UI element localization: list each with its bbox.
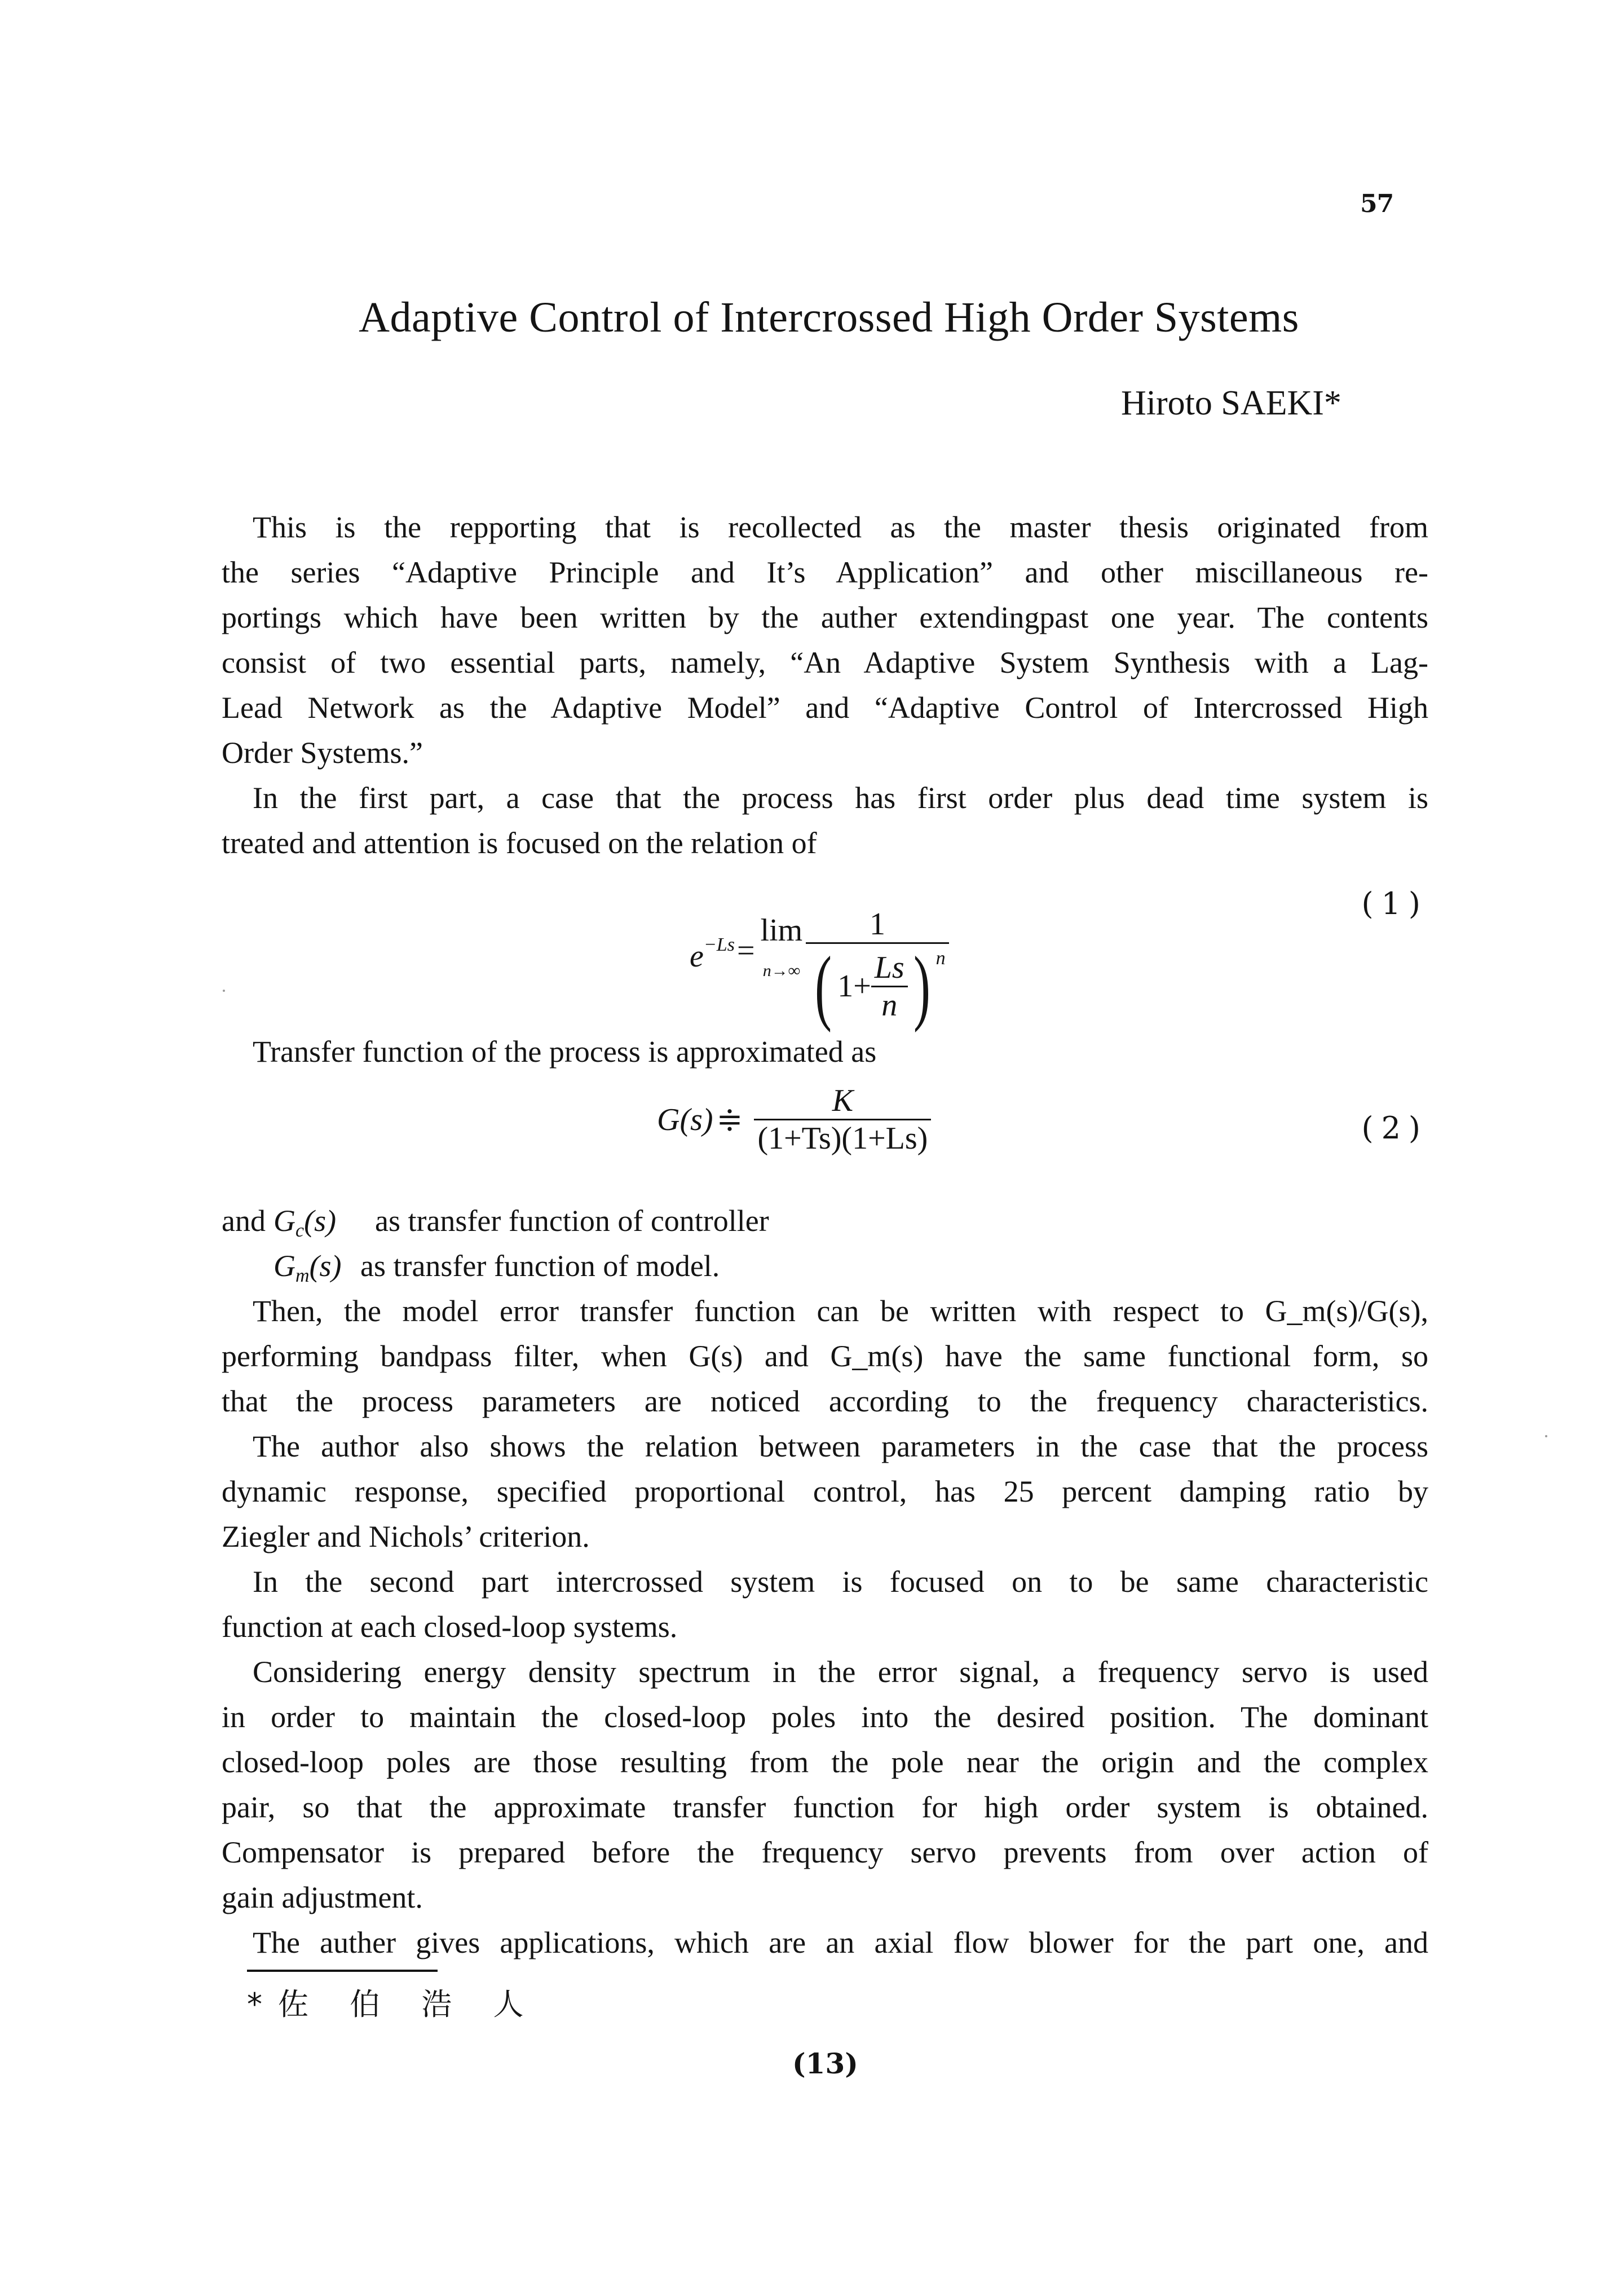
gc-arg: (s) [304,1204,337,1238]
scan-artifact [223,990,225,992]
left-paren: ( [815,939,832,1034]
eq1-denominator [806,939,948,1034]
gm-subscript: m [295,1265,310,1286]
paper-title: Adaptive Control of Intercrossed High Order Systems [359,294,1299,341]
text-line: Ziegler and Nichols’ criterion. [222,1520,590,1553]
definitions-block [222,1198,1428,1288]
text-line: Compensator is prepared before the frequency servo prevents from over action of [222,1835,1428,1869]
eq1-inner-fraction [871,950,908,1024]
paragraph-7 [222,1649,1428,1920]
definition-controller [222,1198,1428,1243]
paragraph-8 [222,1920,1428,1965]
eq2-approx-sign: ≑ [716,1102,743,1137]
scan-artifact [1545,1435,1547,1437]
text-line: Transfer function of the process is approximated as [253,1035,877,1069]
text-line: treated and attention is focused on the relation of [222,826,817,860]
paragraph-3 [222,1029,1428,1074]
abstract-body [222,505,1428,1965]
equation-number-1: (1) [1361,886,1428,921]
text-line: This is the repporting that is recollected as the master thesis originated from [253,510,1428,544]
eq1-lhs-exponent: −Ls [703,934,735,955]
and-label: and [222,1204,266,1238]
text-line: Order Systems.” [222,736,423,770]
text-line: gain adjustment. [222,1881,423,1914]
eq2-denominator: (1+Ts)(1+Ls) [757,1121,928,1157]
gc-description: as transfer function of controller [375,1204,769,1238]
eq1-inner-numerator: Ls [874,950,904,985]
paragraph-5 [222,1424,1428,1559]
eq2-lhs: G(s) [657,1102,713,1137]
definition-model [222,1243,1428,1288]
text-line: In the second part intercrossed system is focused on to be same characteristic [253,1565,1428,1599]
eq1-inner-denominator: n [881,987,898,1023]
journal-page-number: 57 [1360,189,1394,218]
text-line: In the first part, a case that the process has first order plus dead time system is [253,781,1428,815]
gm-description: as transfer function of model. [360,1249,720,1283]
equation-number-2: (2) [1361,1110,1428,1146]
equation-1-block [222,866,1428,1034]
text-line: dynamic response, specified proportional control, has 25 percent damping ratio by [222,1475,1428,1508]
paragraph-4 [222,1288,1428,1424]
paragraph-6 [222,1559,1428,1649]
text-line: that the process parameters are noticed according to the frequency characteristics. [222,1384,1428,1418]
eq1-one-plus: 1+ [837,969,871,1004]
eq1-numerator: 1 [869,907,885,942]
gc-subscript: c [295,1220,304,1241]
gm-arg: (s) [309,1249,342,1283]
text-line: the series “Adaptive Principle and It’s Application” and other miscillaneous re- [222,555,1428,589]
eq2-numerator: K [832,1083,854,1118]
paragraph-1 [222,505,1428,775]
eq1-power: n [935,948,946,969]
footnote-author-kanji: *佐 伯 浩 人 [247,1987,540,2022]
right-paren: ) [913,939,930,1034]
eq1-lim-operator: lim [760,912,803,948]
text-line: closed-loop poles are those resulting from the pole near the origin and the complex [222,1745,1428,1779]
equation-2 [657,1083,931,1157]
text-line: consist of two essential parts, namely, “An Adaptive System Synthesis with a Lag- [222,646,1428,679]
eq1-limit [761,908,803,994]
text-line: Then, the model error transfer function can be written with respect to G_m(s)/G(s), [253,1294,1428,1328]
gm-base: G [273,1249,295,1283]
equation-1 [690,872,949,1034]
eq1-lim-subscript: n→∞ [762,961,801,980]
text-line: performing bandpass filter, when G(s) and G_m(s) have the same functional form, so [222,1339,1428,1373]
gc-base: G [273,1204,295,1238]
eq1-equals: = [736,933,755,968]
section-page-number: (13) [792,2047,858,2080]
text-line: pair, so that the approximate transfer function for high order system is obtained. [222,1790,1428,1824]
eq2-fraction [754,1083,931,1157]
text-line: function at each closed-loop systems. [222,1610,678,1644]
footnote-divider [247,1970,438,1972]
text-line: portings which have been written by the auther extendingpast one year. The contents [222,601,1428,634]
equation-2-block [222,1074,1428,1198]
eq1-lhs-base: e [690,938,704,974]
text-line: Considering energy density spectrum in the error signal, a frequency servo is used [253,1655,1428,1689]
text-line: in order to maintain the closed-loop poles into the desired position. The dominant [222,1700,1428,1734]
eq1-fraction [806,906,948,1034]
text-line: The auther gives applications, which are an axial flow blower for the part one, and [253,1926,1428,1959]
author-name: Hiroto SAEKI* [1121,384,1341,422]
paragraph-2 [222,775,1428,866]
text-line: Lead Network as the Adaptive Model” and “Adaptive Control of Intercrossed High [222,691,1428,725]
text-line: The author also shows the relation between parameters in the case that the process [253,1429,1428,1463]
